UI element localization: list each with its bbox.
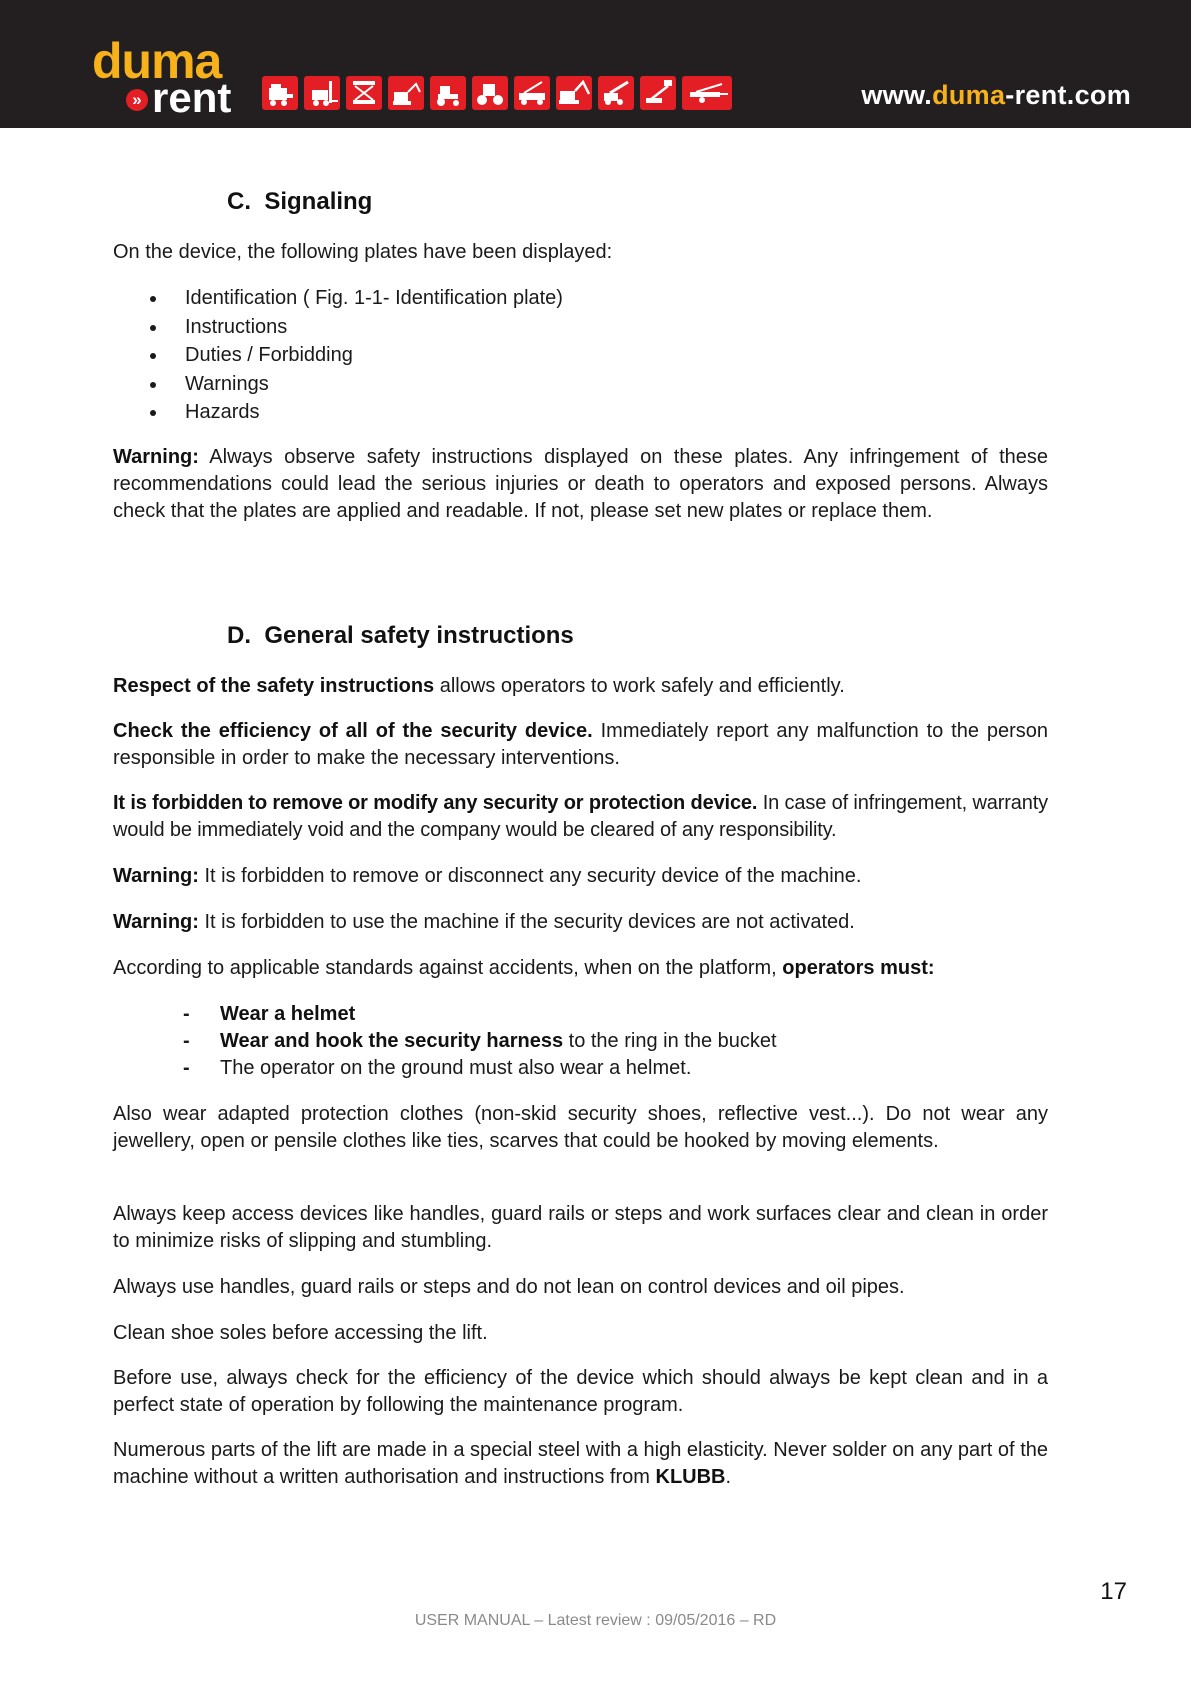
list-item: Warnings <box>150 370 563 399</box>
bold-lead: Respect of the safety instructions <box>113 675 435 697</box>
logo-rent-text: rent <box>152 74 232 121</box>
list-item-bold: Wear a helmet <box>220 1003 356 1025</box>
paragraph-text: Immediately report any malfunction to the person responsible in order to make the necessary interventions. <box>113 720 1048 769</box>
crane-truck-icon <box>514 76 550 110</box>
list-item: - The operator on the ground must also wear a helmet. <box>183 1055 777 1082</box>
plates-list <box>150 284 563 427</box>
paragraph-forbidden <box>113 790 1048 844</box>
section-d-letter: D. <box>227 622 251 649</box>
list-item-text: to the ring in the bucket <box>563 1030 777 1052</box>
paragraph-steel <box>113 1437 1048 1491</box>
page-header <box>0 0 1191 128</box>
warning-not-activated <box>113 909 1048 936</box>
paragraph-clothes: Also wear adapted protection clothes (non-skid security shoes, reflective vest...). Do not wear any jewellery, open or pensile clothes like ties, scarves that could be hooked by moving elements. <box>113 1103 1048 1152</box>
roller-icon <box>472 76 508 110</box>
section-d-title: General safety instructions <box>264 622 574 649</box>
paragraph-access: Always keep access devices like handles, guard rails or steps and work surfaces clear and clean in order to minimize risks of slipping and stumbling. <box>113 1203 1048 1252</box>
paragraph-text: According to applicable standards against accidents, when on the platform, <box>113 957 783 979</box>
section-c-warning <box>113 444 1048 525</box>
logo-duma-text: duma <box>92 33 222 89</box>
list-item-bold: Wear and hook the security harness <box>220 1030 564 1052</box>
website-highlight: duma <box>932 80 1006 110</box>
section-c-title: Signaling <box>264 188 373 215</box>
mini-excavator-icon <box>388 76 424 110</box>
machine-icon-strip <box>262 76 732 110</box>
list-item: Identification ( Fig. 1-1- Identification plate) <box>150 284 563 313</box>
boom-lift-icon <box>640 76 676 110</box>
bold-lead: It is forbidden to remove or modify any security or protection device. <box>113 792 758 814</box>
duma-rent-logo[interactable] <box>92 33 242 121</box>
logo-arrow-icon: » <box>126 89 148 111</box>
website-prefix: www. <box>861 80 933 110</box>
paragraph-text: Numerous parts of the lift are made in a special steel with a high elasticity. Never solder on any part of the machine without a written authorisation and instructions from <box>113 1439 1048 1488</box>
warning-text: It is forbidden to remove or disconnect any security device of the machine. <box>198 865 862 887</box>
page-number: 17 <box>1100 1578 1127 1605</box>
trailer-lift-icon <box>682 76 732 110</box>
excavator-icon <box>556 76 592 110</box>
footer-note: USER MANUAL – Latest review : 09/05/2016 – RD <box>414 1612 777 1629</box>
paragraph-operators <box>113 955 1048 982</box>
paragraph-end: . <box>725 1466 732 1488</box>
warning-label: Warning: <box>113 911 199 933</box>
paragraph-handles: Always use handles, guard rails or steps and do not lean on control devices and oil pipes. <box>113 1276 905 1298</box>
website-suffix: -rent.com <box>1005 80 1131 110</box>
section-c-letter: C. <box>227 188 251 215</box>
list-item: Duties / Forbidding <box>150 341 563 370</box>
paragraph-text: allows operators to work safely and efficiently. <box>434 675 845 697</box>
list-item: Instructions <box>150 313 563 342</box>
warning-text: Always observe safety instructions displayed on these plates. Any infringement of these recommendations could lead the serious injuries or death to operators and exposed persons. Always check that the plates are applied and readable. If not, please set new plates or replace them. <box>113 446 1048 522</box>
section-c-intro: On the device, the following plates have been displayed: <box>113 241 613 263</box>
brand-name: KLUBB <box>655 1466 726 1488</box>
section-d-heading <box>227 622 574 650</box>
warning-text: It is forbidden to use the machine if the security devices are not activated. <box>198 911 855 933</box>
warning-label: Warning: <box>113 865 199 887</box>
paragraph-text: In case of infringement, warranty would be immediately void and the company would be cleared of any responsibility. <box>113 792 1048 841</box>
warning-label: Warning: <box>113 446 199 468</box>
tractor-icon <box>430 76 466 110</box>
paragraph-shoes: Clean shoe soles before accessing the lift. <box>113 1322 488 1344</box>
operators-must-list <box>183 1001 777 1082</box>
warning-disconnect <box>113 863 1048 890</box>
bold-lead: Check the efficiency of all of the security device. <box>113 720 593 742</box>
list-item <box>183 1028 777 1055</box>
section-c-heading <box>227 188 372 216</box>
website-link[interactable] <box>861 80 1131 111</box>
bold-tail: operators must: <box>782 957 935 979</box>
paragraph-check <box>113 718 1048 772</box>
skid-steer-icon <box>262 76 298 110</box>
paragraph-maintenance: Before use, always check for the efficiency of the device which should always be kept clean and in a perfect state of operation by following the maintenance program. <box>113 1367 1048 1416</box>
telehandler-icon <box>598 76 634 110</box>
paragraph-respect <box>113 673 1048 700</box>
forklift-icon <box>304 76 340 110</box>
list-item: Hazards <box>150 398 563 427</box>
list-item <box>183 1001 777 1028</box>
scissor-lift-icon <box>346 76 382 110</box>
